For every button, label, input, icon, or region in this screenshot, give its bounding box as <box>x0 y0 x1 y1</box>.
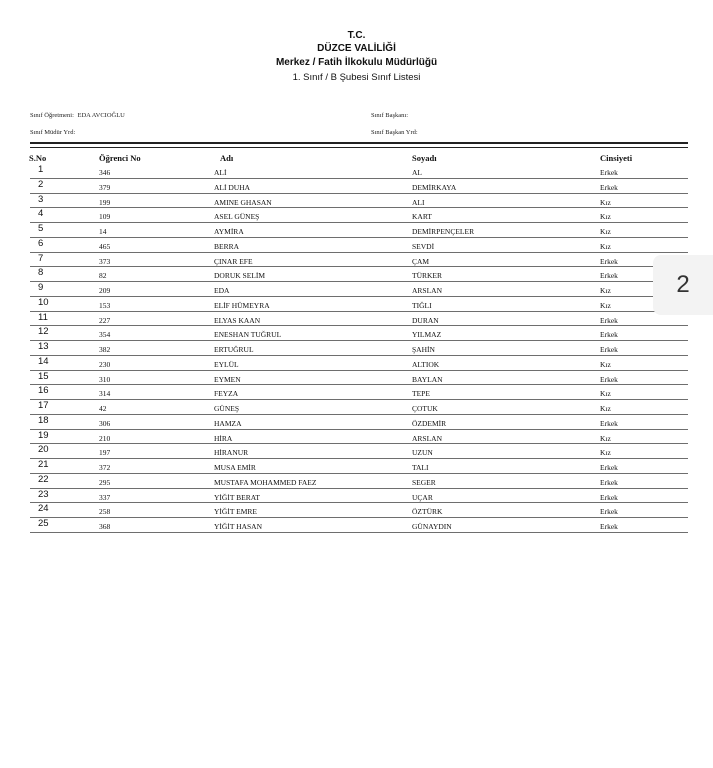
table-row <box>0 489 713 504</box>
row-surname: AL <box>412 168 422 177</box>
row-student-no: 382 <box>99 345 111 354</box>
row-surname: DEMİRKAYA <box>412 182 457 192</box>
row-student-no: 310 <box>99 374 111 384</box>
row-surname: DURAN <box>412 315 439 325</box>
row-gender: Kız <box>600 212 611 222</box>
column-header-student-no: Öğrenci No <box>99 153 141 163</box>
table-row <box>0 179 713 194</box>
row-name: YİĞİT EMRE <box>214 507 257 517</box>
row-surname: GÜNAYDIN <box>412 522 452 531</box>
row-gender: Erkek <box>600 492 618 502</box>
row-sno: 10 <box>38 296 49 308</box>
row-name: AYMİRA <box>214 227 244 236</box>
row-student-no: 199 <box>99 197 111 207</box>
student-table-body <box>0 164 713 533</box>
table-row <box>0 223 713 238</box>
row-gender: Kız <box>600 448 611 458</box>
table-row <box>0 503 713 518</box>
row-surname: SEGER <box>412 477 436 487</box>
table-row <box>0 430 713 445</box>
row-student-no: 337 <box>99 492 111 502</box>
row-sno: 15 <box>38 370 49 382</box>
table-row <box>0 194 713 209</box>
row-sno: 25 <box>38 518 49 529</box>
row-student-no: 82 <box>99 271 107 281</box>
class-president-label: Sınıf Başkanı: <box>371 112 409 119</box>
row-sno: 23 <box>38 488 49 500</box>
row-gender: Kız <box>600 404 611 413</box>
row-gender: Erkek <box>600 374 618 384</box>
row-gender: Erkek <box>600 463 618 472</box>
vice-president-label: Sınıf Başkan Yrd: <box>371 129 418 136</box>
table-row <box>0 459 713 474</box>
row-name: HİRANUR <box>214 448 249 458</box>
row-name: EYLÜL <box>214 359 239 369</box>
table-row <box>0 326 713 341</box>
table-row <box>0 356 713 371</box>
row-sno: 8 <box>38 267 44 279</box>
row-surname: TEPE <box>412 389 430 399</box>
row-sno: 7 <box>38 252 44 264</box>
row-surname: ÇOTUK <box>412 404 438 413</box>
row-student-no: 210 <box>99 433 111 443</box>
row-student-no: 209 <box>99 286 111 295</box>
table-row <box>0 400 713 415</box>
row-sno: 13 <box>38 341 49 352</box>
table-row <box>0 444 713 459</box>
row-student-no: 346 <box>99 168 111 177</box>
row-student-no: 306 <box>99 418 111 428</box>
row-gender: Erkek <box>600 271 618 281</box>
row-student-no: 372 <box>99 463 111 472</box>
row-name: YİĞİT BERAT <box>214 492 260 502</box>
table-row <box>0 312 713 327</box>
row-gender: Erkek <box>600 256 618 266</box>
header-school: Merkez / Fatih İlkokulu Müdürlüğü <box>275 57 438 68</box>
row-gender: Kız <box>600 300 611 310</box>
row-student-no: 14 <box>99 227 107 236</box>
row-gender: Erkek <box>600 522 618 531</box>
row-sno: 16 <box>38 385 49 397</box>
row-student-no: 258 <box>99 507 111 517</box>
row-name: ASEL GÜNEŞ <box>214 212 260 222</box>
row-sno: 22 <box>38 473 49 485</box>
row-name: AMINE GHASAN <box>214 197 272 207</box>
row-surname: TALI <box>412 463 429 472</box>
header-tc: T.C. <box>347 30 366 41</box>
vice-principal-label: Sınıf Müdür Yrd: <box>30 129 76 136</box>
row-name: HİRA <box>214 433 233 443</box>
column-header-gender: Cinsiyeti <box>600 153 633 163</box>
row-surname: ARSLAN <box>412 433 443 443</box>
row-student-no: 227 <box>99 315 111 325</box>
row-surname: UZUN <box>412 448 433 458</box>
row-name: GÜNEŞ <box>214 404 240 413</box>
row-student-no: 379 <box>99 182 111 192</box>
row-gender: Kız <box>600 433 611 443</box>
list-title: 1. Sınıf / B Şubesi Sınıf Listesi <box>292 72 421 83</box>
row-surname: ARSLAN <box>412 286 443 295</box>
row-surname: ALTIOK <box>412 359 440 369</box>
table-row <box>0 253 713 268</box>
teacher-label: Sınıf Öğretmeni: <box>30 112 74 119</box>
row-name: MUSTAFA MOHAMMED FAEZ <box>214 477 317 487</box>
table-row <box>0 282 713 297</box>
row-gender: Erkek <box>600 507 618 517</box>
row-student-no: 197 <box>99 448 111 458</box>
teacher-field <box>30 112 125 119</box>
row-name: ELYAS KAAN <box>214 315 261 325</box>
table-row <box>0 474 713 489</box>
row-gender: Kız <box>600 286 611 295</box>
table-row <box>0 385 713 400</box>
row-surname: ŞAHİN <box>412 345 435 354</box>
row-student-no: 368 <box>99 522 111 531</box>
row-sno: 3 <box>38 193 44 205</box>
row-name: ALİ DUHA <box>214 182 251 192</box>
row-gender: Kız <box>600 227 611 236</box>
row-name: ELİF HÜMEYRA <box>214 300 270 310</box>
column-header-name: Adı <box>220 153 234 163</box>
row-student-no: 354 <box>99 330 111 340</box>
row-name: ERTUĞRUL <box>214 345 254 354</box>
row-sno: 11 <box>38 311 48 323</box>
table-row <box>0 518 713 533</box>
row-sno: 4 <box>38 208 44 220</box>
row-name: EDA <box>214 286 230 295</box>
row-sno: 21 <box>38 459 49 470</box>
row-gender: Erkek <box>600 345 618 354</box>
row-sno: 24 <box>38 503 49 515</box>
row-gender: Erkek <box>600 168 618 177</box>
row-surname: TÜRKER <box>412 271 442 281</box>
row-gender: Erkek <box>600 182 618 192</box>
row-sno: 17 <box>38 400 49 411</box>
row-surname: SEVDİ <box>412 241 435 251</box>
row-student-no: 295 <box>99 477 111 487</box>
row-gender: Kız <box>600 241 611 251</box>
row-gender: Kız <box>600 389 611 399</box>
row-surname: ÖZDEMİR <box>412 418 447 428</box>
row-divider <box>30 532 688 533</box>
row-student-no: 109 <box>99 212 111 222</box>
row-surname: TIĞLI <box>412 300 432 310</box>
table-row <box>0 371 713 386</box>
row-sno: 14 <box>38 355 49 367</box>
row-surname: BAYLAN <box>412 374 443 384</box>
row-surname: KART <box>412 212 432 222</box>
table-row <box>0 208 713 223</box>
row-surname: DEMİRPENÇELER <box>412 227 475 236</box>
page-indicator[interactable]: 2 <box>653 255 713 315</box>
table-row <box>0 267 713 282</box>
row-student-no: 42 <box>99 404 107 413</box>
row-student-no: 153 <box>99 300 111 310</box>
row-surname: UÇAR <box>412 492 433 502</box>
column-header-sno: S.No <box>29 153 47 163</box>
row-gender: Erkek <box>600 330 618 340</box>
row-name: ALİ <box>214 168 227 177</box>
row-name: YİĞİT HASAN <box>214 522 262 531</box>
row-sno: 20 <box>38 444 49 456</box>
row-sno: 18 <box>38 414 49 426</box>
row-sno: 9 <box>38 282 44 293</box>
row-student-no: 373 <box>99 256 111 266</box>
row-surname: ÖZTÜRK <box>412 507 443 517</box>
row-name: ENESHAN TUĞRUL <box>214 330 282 340</box>
row-surname: YILMAZ <box>412 330 442 340</box>
row-gender: Erkek <box>600 418 618 428</box>
row-student-no: 230 <box>99 359 111 369</box>
row-name: DORUK SELİM <box>214 271 266 281</box>
row-gender: Erkek <box>600 315 618 325</box>
header-divider-thick <box>30 142 688 144</box>
row-gender: Kız <box>600 197 611 207</box>
table-row <box>0 238 713 253</box>
row-sno: 12 <box>38 326 49 338</box>
table-row <box>0 164 713 179</box>
table-row <box>0 341 713 356</box>
column-header-surname: Soyadı <box>412 153 437 163</box>
row-name: EYMEN <box>214 374 241 384</box>
row-gender: Erkek <box>600 477 618 487</box>
row-sno: 19 <box>38 429 49 441</box>
row-name: MUSA EMİR <box>214 463 256 472</box>
header-valilik: DÜZCE VALİLİĞİ <box>317 43 396 54</box>
header-divider-thin <box>30 147 688 148</box>
row-name: ÇINAR EFE <box>214 256 253 266</box>
table-row <box>0 297 713 312</box>
row-surname: ALI <box>412 197 425 207</box>
table-row <box>0 415 713 430</box>
row-student-no: 465 <box>99 241 111 251</box>
row-sno: 5 <box>38 223 44 234</box>
row-name: HAMZA <box>214 418 242 428</box>
row-gender: Kız <box>600 359 611 369</box>
teacher-value: EDA AVCIOĞLU <box>77 112 125 119</box>
row-surname: ÇAM <box>412 256 430 266</box>
row-sno: 1 <box>38 164 44 175</box>
row-student-no: 314 <box>99 389 111 399</box>
row-sno: 2 <box>38 178 44 190</box>
row-name: BERRA <box>214 241 240 251</box>
row-sno: 6 <box>38 237 44 249</box>
row-name: FEYZA <box>214 389 239 399</box>
